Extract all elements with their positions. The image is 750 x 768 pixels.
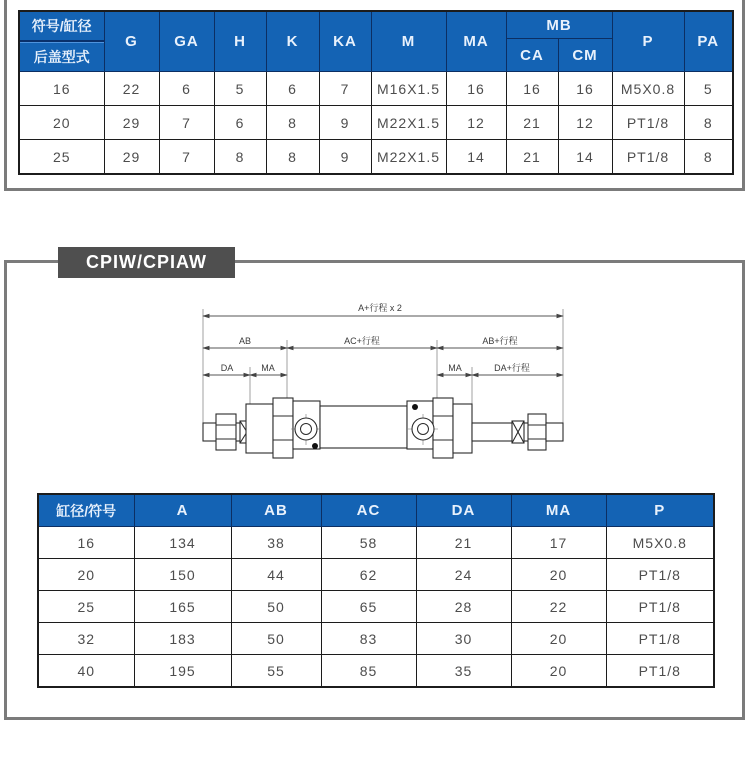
table-cell: 195	[134, 655, 231, 688]
table-cell: 83	[321, 623, 416, 655]
table-cell: 16	[558, 72, 612, 106]
table-cell: 7	[319, 72, 371, 106]
header-cell-p: P	[606, 494, 714, 527]
table-cell: 29	[104, 106, 159, 140]
table-cell: PT1/8	[612, 106, 684, 140]
header-cell-da: DA	[416, 494, 511, 527]
table-cell: M16X1.5	[371, 72, 446, 106]
table-cell: 50	[231, 623, 321, 655]
dim-label-total: A+行程 x 2	[358, 303, 402, 313]
header-cell-h: H	[214, 11, 266, 72]
table-cell: 25	[38, 591, 134, 623]
dimension-spec-table	[37, 493, 715, 688]
table-cell: 6	[159, 72, 214, 106]
table-row	[19, 72, 733, 106]
table-row	[38, 559, 714, 591]
header-cell-m: M	[371, 11, 446, 72]
table-cell: 8	[214, 140, 266, 175]
dim-label-ab: AB	[238, 336, 252, 346]
header-cell-ma: MA	[511, 494, 606, 527]
table-cell: PT1/8	[606, 591, 714, 623]
table-cell: 9	[319, 106, 371, 140]
table-row	[38, 591, 714, 623]
corner-label-top: 符号/缸径	[31, 18, 92, 34]
table-cell: 16	[38, 527, 134, 559]
table-row	[38, 623, 714, 655]
table-cell: 55	[231, 655, 321, 688]
header-cell-p: P	[612, 11, 684, 72]
table-cell: 24	[416, 559, 511, 591]
header-cell-ka: KA	[319, 11, 371, 72]
header-cell-ab: AB	[231, 494, 321, 527]
table-cell: 20	[19, 106, 104, 140]
rear-cover-spec-table	[18, 10, 734, 175]
table-cell: 5	[684, 72, 733, 106]
series-title-text: CPIW/CPIAW	[86, 252, 207, 272]
header-cell-a: A	[134, 494, 231, 527]
table-cell: 16	[446, 72, 506, 106]
table-cell: 35	[416, 655, 511, 688]
table-cell: PT1/8	[606, 559, 714, 591]
table-cell: 21	[506, 106, 558, 140]
dim-label-ma-right: MA	[448, 363, 462, 373]
corner-label-bottom: 后盖型式	[33, 49, 90, 65]
table-row	[38, 527, 714, 559]
table-cell: 12	[558, 106, 612, 140]
table-cell: 65	[321, 591, 416, 623]
table-cell: 50	[231, 591, 321, 623]
table-cell: 16	[19, 72, 104, 106]
header-cell-ga: GA	[159, 11, 214, 72]
table-cell: 20	[511, 559, 606, 591]
dim-label-ab-stroke: AB+行程	[482, 336, 518, 346]
table-cell: 165	[134, 591, 231, 623]
table-cell: 8	[266, 140, 319, 175]
table-cell: 14	[446, 140, 506, 175]
table-cell: 32	[38, 623, 134, 655]
table-cell: PT1/8	[606, 623, 714, 655]
header-cell-k: K	[266, 11, 319, 72]
table-cell: 22	[511, 591, 606, 623]
table-cell: 7	[159, 140, 214, 175]
table-cell: PT1/8	[606, 655, 714, 688]
header-cell-pa: PA	[684, 11, 733, 72]
table-cell: 8	[684, 106, 733, 140]
table-cell: 150	[134, 559, 231, 591]
table-cell: 8	[684, 140, 733, 175]
header-cell-cm: CM	[558, 39, 612, 72]
cylinder-dimension-diagram	[190, 295, 570, 480]
header-group-mb: MB	[506, 11, 612, 39]
dim-label-da: DA	[220, 363, 234, 373]
table-cell: 6	[266, 72, 319, 106]
header-cell-bore: 缸径/符号	[38, 494, 134, 527]
table-cell: 8	[266, 106, 319, 140]
table-cell: 22	[104, 72, 159, 106]
table-cell: 40	[38, 655, 134, 688]
table-cell: M22X1.5	[371, 140, 446, 175]
table-row	[19, 106, 733, 140]
table-cell: M5X0.8	[606, 527, 714, 559]
header-cell-ma: MA	[446, 11, 506, 72]
table-cell: 12	[446, 106, 506, 140]
dim-label-ac: AC+行程	[344, 336, 380, 346]
dim-label-da-stroke: DA+行程	[494, 363, 530, 373]
table-cell: 20	[511, 655, 606, 688]
table-cell: 16	[506, 72, 558, 106]
table-cell: 6	[214, 106, 266, 140]
table-cell: M5X0.8	[612, 72, 684, 106]
cylinder-drawing	[203, 398, 563, 458]
table-cell: 62	[321, 559, 416, 591]
header-cell-ca: CA	[506, 39, 558, 72]
table-cell: 14	[558, 140, 612, 175]
table-cell: 38	[231, 527, 321, 559]
table-cell: M22X1.5	[371, 106, 446, 140]
table-cell: 17	[511, 527, 606, 559]
dim-label-ma-left: MA	[261, 363, 275, 373]
table-cell: 30	[416, 623, 511, 655]
table-row	[19, 140, 733, 175]
table-cell: 21	[416, 527, 511, 559]
table-cell: PT1/8	[612, 140, 684, 175]
table-cell: 7	[159, 106, 214, 140]
series-title-badge	[58, 247, 235, 278]
table-row	[38, 655, 714, 688]
header-cell-ac: AC	[321, 494, 416, 527]
table-cell: 28	[416, 591, 511, 623]
table-cell: 183	[134, 623, 231, 655]
corner-header-cell	[19, 11, 104, 72]
table-cell: 5	[214, 72, 266, 106]
table-cell: 21	[506, 140, 558, 175]
table-cell: 134	[134, 527, 231, 559]
table-cell: 25	[19, 140, 104, 175]
table-cell: 85	[321, 655, 416, 688]
header-cell-g: G	[104, 11, 159, 72]
table-cell: 44	[231, 559, 321, 591]
table-cell: 20	[511, 623, 606, 655]
table-cell: 20	[38, 559, 134, 591]
table-cell: 9	[319, 140, 371, 175]
table-cell: 58	[321, 527, 416, 559]
table-cell: 29	[104, 140, 159, 175]
